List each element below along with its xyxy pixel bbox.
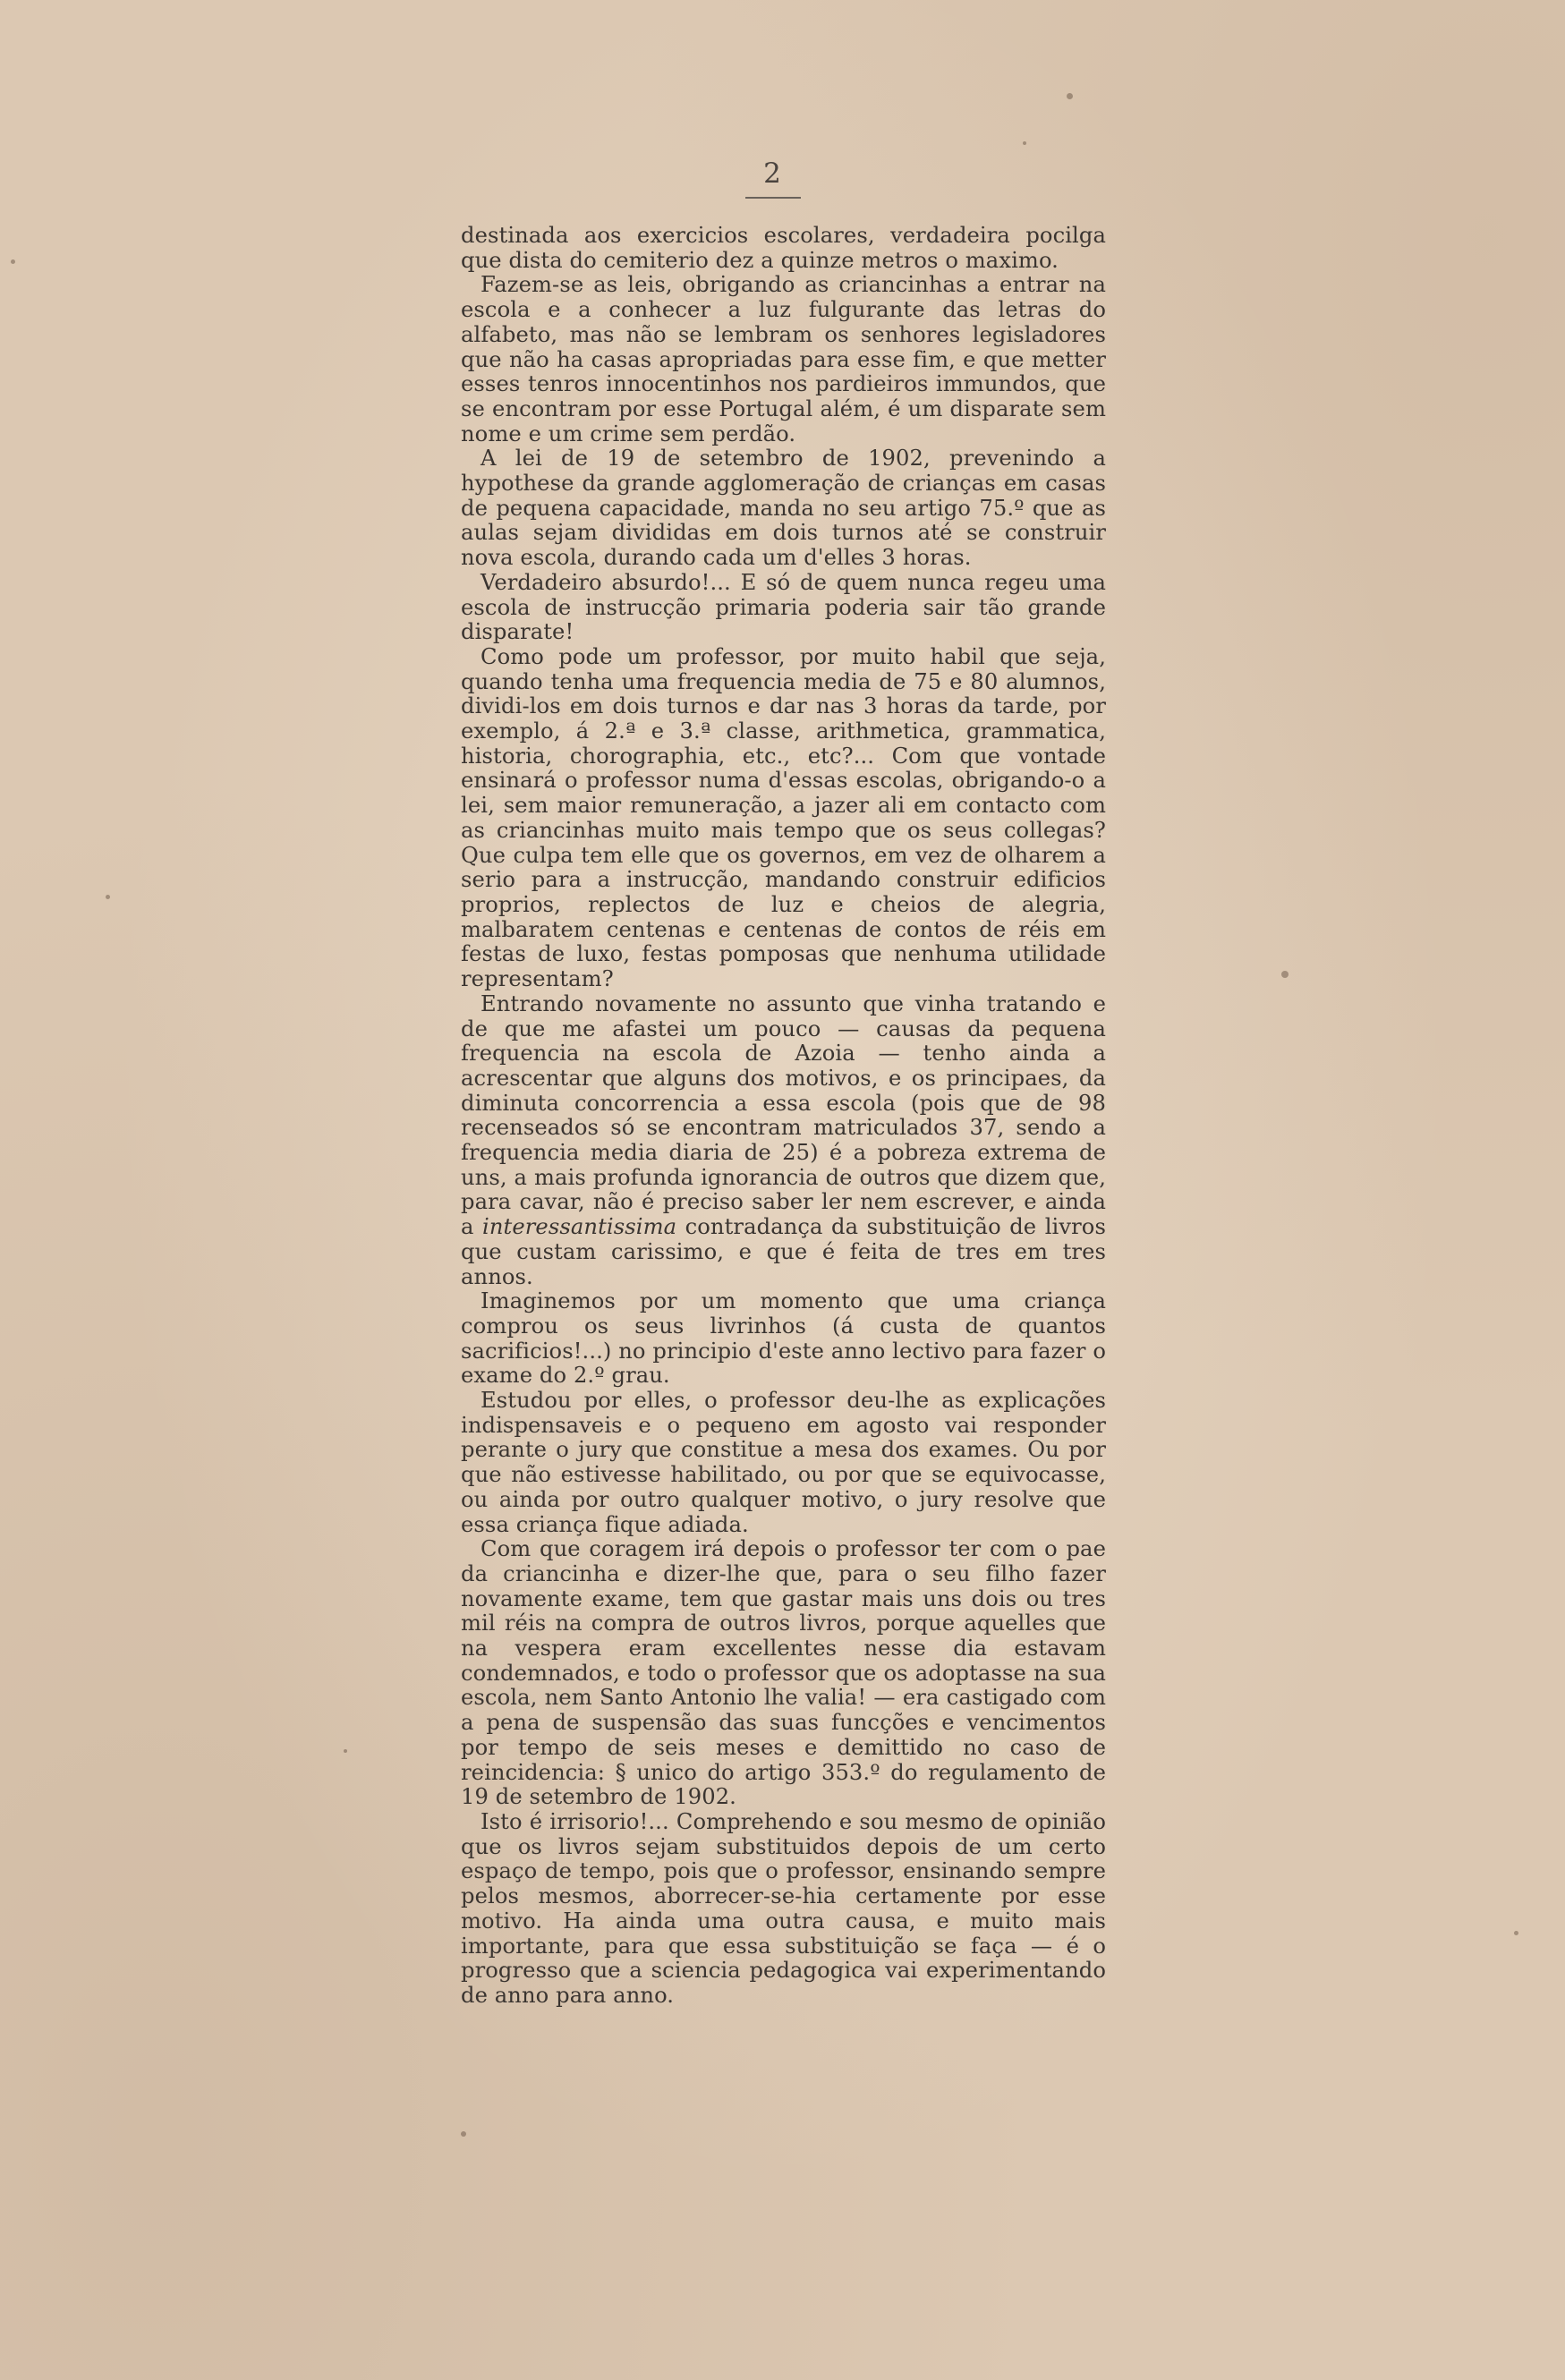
paragraph-azoia-italic: interessantissima	[482, 1214, 677, 1240]
page-number: 2	[763, 157, 781, 190]
paper-speck	[106, 895, 110, 899]
paper-speck	[1067, 93, 1073, 99]
paragraph-imaginemos: Imaginemos por um momento que uma criança comprou os seus livrinhos (á custa de quantos sacrificios!...) no principio d'este anno lectivo para fazer o exame do 2.º grau.	[461, 1288, 1106, 1389]
paragraph-leis: Fazem-se as leis, obrigando as criancinhas a entrar na escola e a conhecer a luz fulgurante das letras do alfabeto, mas não se lembram os senhores legisladores que não ha casas apropriadas para esse fim, e que metter esses tenros innocentinhos nos pardieiros immundos, que se encontram por esse Portugal além, é um disparate sem nome e um crime sem perdão.	[461, 272, 1106, 446]
paragraph-estudou: Estudou por elles, o professor deu-lhe as explicações indispensaveis e o pequeno em agosto vai responder perante o jury que constitue a mesa dos exames. Ou por que não estivesse habilitado, ou por que se equivocasse, ou ainda por outro qualquer motivo, o jury resolve que essa criança fique adiada.	[461, 1388, 1106, 1537]
paper-speck	[1514, 1931, 1518, 1935]
paragraph-irrisorio: Isto é irrisorio!... Comprehendo e sou mesmo de opinião que os livros sejam substituidos depois de um certo espaço de tempo, pois que o professor, ensinando sempre pelos mesmos, aborrecer-se-hia certamente por esse motivo. Ha ainda uma outra causa, e muito mais importante, para que essa substituição se faça — é o progresso que a sciencia pedagogica vai experimentando de anno para anno.	[461, 1809, 1106, 2008]
paper-speck	[11, 259, 15, 264]
paper-speck	[344, 1749, 347, 1753]
paper-speck	[1281, 971, 1289, 978]
paragraph-azoia-text: Entrando novamente no assunto que vinha tratando e de que me afastei um pouco — causas da pequena frequencia na escola de Azoia — tenho ainda a acrescentar que alguns dos motivos, e os principaes, da diminuta concorrencia a essa escola (pois que de 98 recenseados só se encontram matriculados 37, sendo a frequencia media diaria de 25) é a pobreza extrema de uns, a mais profunda ignorancia de outros que dizem que, para cavar, não é preciso saber ler nem escrever, e ainda a	[461, 990, 1106, 1240]
paragraph-professor: Como pode um professor, por muito habil que seja, quando tenha uma frequencia media de 75 e 80 alumnos, dividi-los em dois turnos e dar nas 3 horas da tarde, por exemplo, á 2.ª e 3.ª classe, arithmetica, grammatica, historia, chorographia, etc., etc?... Com que vontade ensinará o professor numa d'essas escolas, obrigando-o a lei, sem maior remuneração, a jazer ali em contacto com as criancinhas muito mais tempo que os seus collegas? Que culpa tem elle que os governos, em vez de olharem a serio para a instrucção, mandando construir edificios proprios, replectos de luz e cheios de alegria, malbaratem centenas e centenas de contos de réis em festas de luxo, festas pomposas que nenhuma utilidade representam?	[461, 643, 1106, 992]
page-number-rule	[745, 197, 801, 199]
paper-speck	[461, 2131, 466, 2137]
paragraph-azoia	[461, 992, 1106, 1289]
paragraph-absurdo: Verdadeiro absurdo!... E só de quem nunca regeu uma escola de instrucção primaria poderia sair tão grande disparate!	[461, 569, 1106, 645]
paper-speck	[1023, 141, 1026, 145]
paragraph-coragem: Com que coragem irá depois o professor ter com o pae da criancinha e dizer-lhe que, para o seu filho fazer novamente exame, tem que gastar mais uns dois ou tres mil réis na compra de outros livros, porque aquelles que na vespera eram excellentes nesse dia estavam condemnados, e todo o professor que os adoptasse na sua escola, nem Santo Antonio lhe valia! — era castigado com a pena de suspensão das suas funcções e vencimentos por tempo de seis meses e demittido no caso de reincidencia: § unico do artigo 353.º do regulamento de 19 de setembro de 1902.	[461, 1536, 1106, 1810]
paragraph-continuation: destinada aos exercicios escolares, verdadeira pocilga que dista do cemiterio dez a quinze metros o maximo.	[461, 223, 1106, 273]
paragraph-lei-1902: A lei de 19 de setembro de 1902, prevenindo a hypothese da grande agglomeração de crianças em casas de pequena capacidade, manda no seu artigo 75.º que as aulas sejam divididas em dois turnos até se construir nova escola, durando cada um d'elles 3 horas.	[461, 446, 1106, 571]
body-text	[461, 224, 1106, 2009]
paragraph-azoia-end: contradança da substituição de livros que custam carissimo, e que é feita de tres em tres annos.	[461, 1214, 1106, 1289]
